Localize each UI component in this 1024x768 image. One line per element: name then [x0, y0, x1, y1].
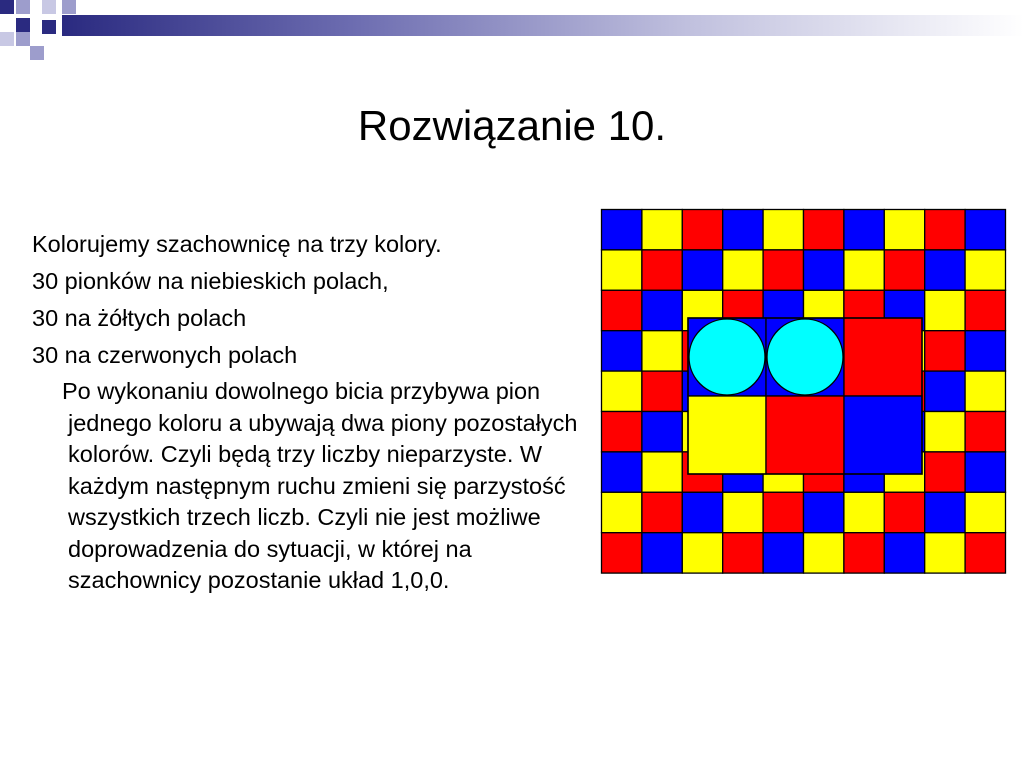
board-cell [642, 412, 682, 452]
pawn-circle [767, 319, 843, 395]
board-cell [844, 492, 884, 532]
board-cell [602, 533, 642, 573]
body-line-1: Kolorujemy szachownicę na trzy kolory. [32, 231, 442, 257]
board-cell [602, 210, 642, 250]
board-cell [763, 533, 803, 573]
board-cell [925, 250, 965, 290]
overlay-square [844, 318, 922, 396]
board-cell [925, 331, 965, 371]
board-cell [844, 250, 884, 290]
board-cell [642, 452, 682, 492]
board-cell [804, 492, 844, 532]
board-cell [682, 492, 722, 532]
board-cell [925, 492, 965, 532]
board-cell [884, 533, 924, 573]
board-cell [682, 250, 722, 290]
board-cell [884, 250, 924, 290]
chessboard-diagram [600, 208, 1010, 574]
board-cell [965, 210, 1005, 250]
board-cell [884, 210, 924, 250]
board-cell [642, 210, 682, 250]
board-cell [925, 452, 965, 492]
board-cell [763, 250, 803, 290]
board-cell [925, 371, 965, 411]
overlay-square [766, 396, 844, 474]
board-cell [763, 210, 803, 250]
board-cell [723, 210, 763, 250]
board-cell [602, 250, 642, 290]
board-cell [602, 492, 642, 532]
board-cell [844, 210, 884, 250]
slide-body [32, 226, 602, 597]
board-cell [602, 452, 642, 492]
board-cell [642, 492, 682, 532]
board-cell [844, 533, 884, 573]
board-cell [965, 533, 1005, 573]
body-line-2: 30 pionków na niebieskich polach, [32, 268, 389, 294]
board-cell [723, 533, 763, 573]
board-cell [682, 533, 722, 573]
board-cell [925, 210, 965, 250]
board-cell [804, 210, 844, 250]
board-cell [925, 290, 965, 330]
body-line-3: 30 na żółtych polach [32, 305, 247, 331]
board-cell [602, 331, 642, 371]
board-cell [723, 250, 763, 290]
board-cell [602, 412, 642, 452]
board-cell [965, 452, 1005, 492]
overlay-square [844, 396, 922, 474]
board-cell [642, 371, 682, 411]
board-cell [602, 371, 642, 411]
board-cell [642, 250, 682, 290]
overlay-square [688, 396, 766, 474]
board-cell [804, 250, 844, 290]
board-cell [723, 492, 763, 532]
board-overlay [688, 318, 922, 474]
board-cell [804, 533, 844, 573]
board-cell [965, 290, 1005, 330]
board-cell [965, 371, 1005, 411]
pawn-circle [689, 319, 765, 395]
board-cell [602, 290, 642, 330]
board-cell [682, 210, 722, 250]
board-cell [965, 331, 1005, 371]
header-gradient-band [62, 15, 1024, 36]
board-cell [884, 492, 924, 532]
body-line-4: 30 na czerwonych polach [32, 342, 298, 368]
board-cell [965, 250, 1005, 290]
slide-title: Rozwiązanie 10. [357, 102, 667, 149]
board-cell [925, 412, 965, 452]
board-cell [642, 533, 682, 573]
board-cell [965, 492, 1005, 532]
board-cell [925, 533, 965, 573]
board-cell [642, 290, 682, 330]
board-cell [642, 331, 682, 371]
board-cell [965, 412, 1005, 452]
board-cell [763, 492, 803, 532]
explanation-paragraph: Po wykonaniu dowolnego bicia przybywa pion jednego koloru a ubywają dwa piony pozostałych kolorów. Czyli będą trzy liczby nieparzyste. W każdym następnym ruchu zmieni się parzystość wszystkich trzech liczb. Czyli nie jest możliwe doprowadzenia do sytuacji, w której na szachownicy pozostanie układ 1,0,0. [62, 378, 578, 593]
